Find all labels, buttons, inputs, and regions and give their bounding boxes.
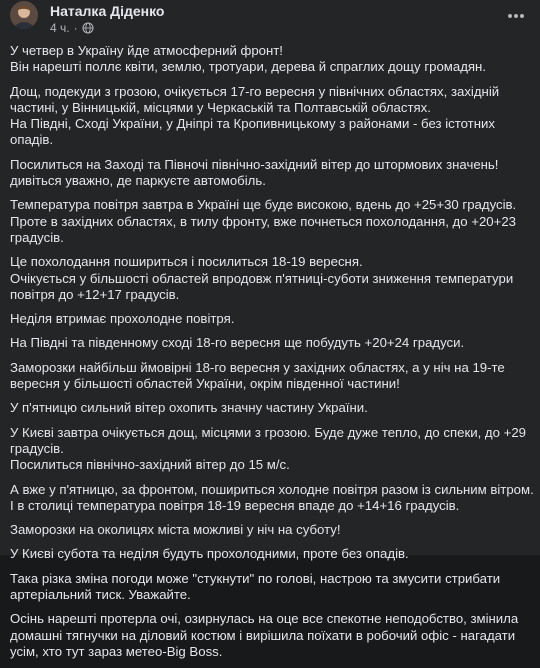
post-time[interactable]: 4 ч.	[50, 21, 70, 35]
post-paragraph: Неділя втримає прохолодне повітря.	[10, 311, 235, 327]
post-paragraph: Осінь нарешті протерла очі, озирнулась на оце все спекотне неподобство, змінила домашні тягнучки на діловий костюм і вирішила поїхати в робочий офіс - нагадати усім, хто тут зараз метео-Big Boss.	[10, 611, 519, 659]
avatar-photo-icon	[10, 1, 38, 29]
post-paragraph: У Києві завтра очікується дощ, місцями з грозою. Буде дуже тепло, до спеки, до +29 градусів. Посилиться північно-західний вітер до 15 м/с.	[10, 424, 526, 473]
post-paragraph: Температура повітря завтра в Україні ще буде високою, вдень до +25+30 градусів. Проте в західних областях, в тилу фронту, вже почнеться похолодання, до +20+23 градусів.	[10, 197, 517, 245]
post-header	[0, 0, 540, 40]
post-paragraph: У Києві субота та неділя будуть прохолодними, проте без опадів.	[10, 546, 409, 562]
post-paragraph: У п'ятницю сильний вітер охопить значну частину України.	[10, 400, 368, 416]
post-paragraph: У четвер в Україну йде атмосферний фронт! Він нарешті поллє квіти, землю, тротуари, дерева й спраглих дощу громадян.	[10, 43, 486, 75]
globe-icon[interactable]	[82, 22, 94, 34]
post-paragraph: А вже у п'ятницю, за фронтом, пошириться холодне повітря разом із сильним вітром. І в столиці температура повітря 18-19 вересня впаде до +14+16 градусів.	[10, 481, 534, 513]
post-paragraph: Заморозки найбільш ймовірні 18-го вересня у західних областях, а у ніч на 19-те вересня у більшості областей України, окрім південної частини!	[10, 359, 505, 392]
more-options-icon	[507, 13, 525, 19]
author-avatar[interactable]	[10, 1, 38, 29]
author-name[interactable]: Наталка Діденко	[50, 3, 165, 19]
post-paragraph: Посилиться на Заході та Півночі північно-західний вітер до штормових значень! дивіться уважно, де паркуєте автомобіль.	[10, 156, 499, 189]
post-paragraph: Дощ, подекуди з грозою, очікується 17-го вересня у північних областях, західній частині, у Вінницькій, місцями у Черкаській та Полтавській областях. На Півдні, Сході України, у Дніпрі та Кропивницькому з районами - без істотних опадів.	[10, 83, 500, 148]
more-options-button[interactable]	[504, 6, 528, 26]
meta-separator: ·	[73, 21, 78, 35]
post-paragraph: Це похолодання пошириться і посилиться 18-19 вересня. Очікується у більшості областей впродовж п'ятниці-суботи зниження температури повітря до +12+17 градусів.	[10, 254, 514, 302]
post-paragraph: Така різка зміна погоди може "стукнути" по голові, настрою та змусити стрибати артеріальний тиск. Уважайте.	[10, 570, 501, 603]
post-paragraph: На Півдні та південному сході 18-го вересня ще побудуть +20+24 градуси.	[10, 335, 465, 351]
post-text	[10, 43, 536, 668]
post-meta	[50, 21, 94, 35]
post-paragraph: Заморозки на околицях міста можливі у ніч на суботу!	[10, 522, 341, 538]
